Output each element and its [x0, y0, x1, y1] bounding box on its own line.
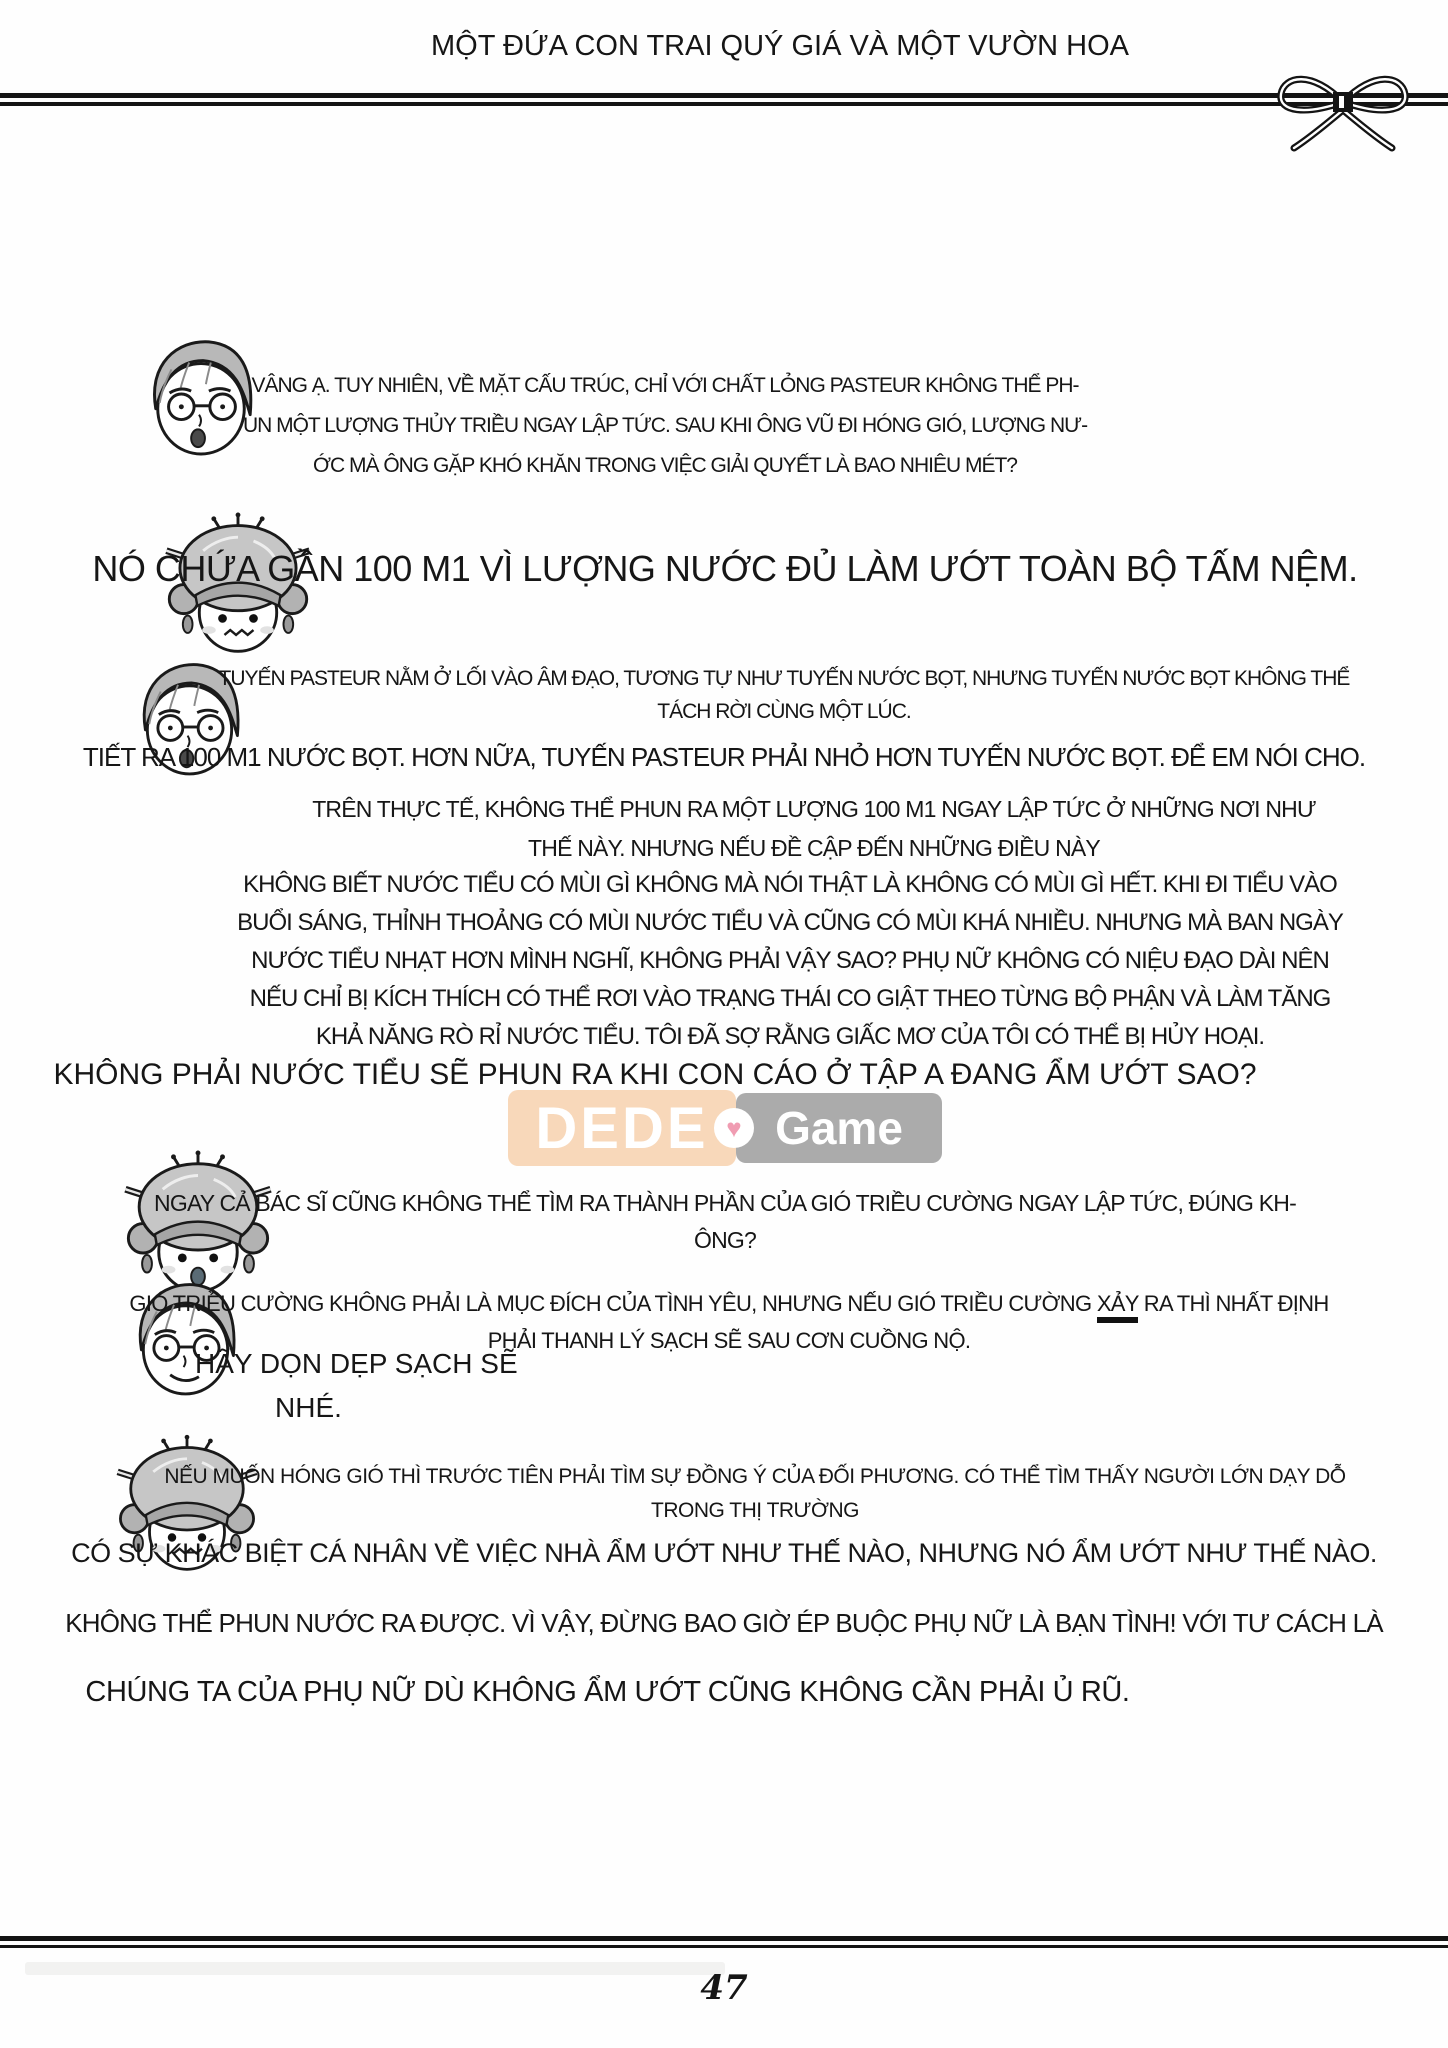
watermark-dede: DEDE	[508, 1090, 736, 1166]
dialog-block	[25, 548, 1425, 590]
dialog-line: CÓ SỰ KHÁC BIỆT CÁ NHÂN VỀ VIỆC NHÀ ẨM ƯỚT NHƯ THẾ NÀO, NHƯNG NÓ ẨM ƯỚT NHƯ THẾ NÀO.	[71, 1538, 1377, 1568]
dialog-line: KHÔNG BIẾT NƯỚC TIỂU CÓ MÙI GÌ KHÔNG MÀ NÓI THẬT LÀ KHÔNG CÓ MÙI GÌ HẾT. KHI ĐI TIỂU VÀO	[243, 871, 1337, 898]
dialog-line	[74, 1285, 1384, 1322]
dialog-line: UN MỘT LƯỢNG THỦY TRIỀU NGAY LẬP TỨC. SAU KHI ÔNG VŨ ĐI HÓNG GIÓ, LƯỢNG NƯ-	[242, 414, 1088, 437]
footer-divider	[0, 1936, 1448, 1948]
dialog-line: NẾU CHỈ BỊ KÍCH THÍCH CÓ THỂ RƠI VÀO TRẠNG THÁI CO GIẬT THEO TỪNG BỘ PHẬN VÀ LÀM TĂNG	[249, 985, 1331, 1012]
header-divider	[0, 93, 1448, 106]
dialog-line: KHẢ NĂNG RÒ RỈ NƯỚC TIỂU. TÔI ĐÃ SỢ RẰNG GIẤC MƠ CỦA TÔI CÓ THỂ BỊ HỦY HOẠI.	[315, 1023, 1265, 1050]
dialog-block	[0, 1608, 1448, 1639]
dialog-block	[185, 366, 1145, 486]
dialog-line: CHÚNG TA CỦA PHỤ NỮ DÙ KHÔNG ẨM ƯỚT CŨNG KHÔNG CẦN PHẢI Ủ RŨ.	[85, 1676, 1130, 1708]
dialog-line: TIẾT RA 100 M1 NƯỚC BỌT. HƠN NỮA, TUYẾN PASTEUR PHẢI NHỎ HƠN TUYẾN NƯỚC BỌT. ĐỂ EM NÓI CHO.	[82, 742, 1366, 772]
dialog-line: HÃY DỌN DẸP SẠCH SẼ	[195, 1348, 518, 1379]
watermark	[508, 1090, 942, 1168]
dialog-line: VÂNG Ạ. TUY NHIÊN, VỀ MẶT CẤU TRÚC, CHỈ VỚI CHẤT LỎNG PASTEUR KHÔNG THỂ PH-	[251, 374, 1079, 397]
heart-icon	[714, 1108, 754, 1148]
dialog-line: ÔNG?	[694, 1227, 756, 1253]
dialog-block	[80, 1185, 1370, 1259]
dialog-line: NGAY CẢ BÁC SĨ CŨNG KHÔNG THỂ TÌM RA THÀNH PHẦN CỦA GIÓ TRIỀU CƯỜNG NGAY LẬP TỨC, ĐÚNG KH-	[154, 1190, 1296, 1216]
dialog-block	[0, 1538, 1448, 1569]
page-title: MỘT ĐỨA CON TRAI QUÝ GIÁ VÀ MỘT VƯỜN HOA	[431, 30, 1129, 62]
dialog-block	[180, 790, 1448, 868]
dialog-line: PHẢI THANH LÝ SẠCH SẼ SAU CƠN CUỒNG NỘ.	[487, 1328, 971, 1353]
ribbon-bow-icon	[1268, 52, 1418, 152]
heart-glyph: ♥	[726, 1113, 742, 1143]
dialog-line: NHÉ.	[275, 1392, 342, 1423]
dialog-block	[0, 1676, 1215, 1709]
dialog-block	[120, 662, 1448, 728]
page-number: 47	[700, 1968, 748, 2008]
dialog-line: BUỔI SÁNG, THỈNH THOẢNG CÓ MÙI NƯỚC TIỂU VÀ CŨNG CÓ MÙI KHÁ NHIỀU. NHƯNG MÀ BAN NGÀY	[237, 909, 1343, 936]
dialog-block	[195, 1342, 535, 1430]
dialog-line: THẾ NÀY. NHƯNG NẾU ĐỀ CẬP ĐẾN NHỮNG ĐIỀU NÀY	[528, 835, 1100, 861]
dialog-line: NƯỚC TIỂU NHẠT HƠN MÌNH NGHĨ, KHÔNG PHẢI VẬY SAO? PHỤ NỮ KHÔNG CÓ NIỆU ĐẠO DÀI NÊN	[251, 947, 1329, 974]
dialog-line: KHÔNG PHẢI NƯỚC TIỂU SẼ PHUN RA KHI CON CÁO Ở TẬP A ĐANG ẨM ƯỚT SAO?	[53, 1058, 1257, 1091]
dialog-line: TRÊN THỰC TẾ, KHÔNG THỂ PHUN RA MỘT LƯỢNG 100 M1 NGAY LẬP TỨC Ở NHỮNG NƠI NHƯ	[312, 796, 1316, 822]
dialog-block	[0, 742, 1448, 773]
dialog-line: KHÔNG THỂ PHUN NƯỚC RA ĐƯỢC. VÌ VẬY, ĐỪNG BAO GIỜ ÉP BUỘC PHỤ NỮ LÀ BẠN TÌNH! VỚI TƯ CÁCH LÀ	[65, 1608, 1383, 1638]
dialog-line: TRONG THỊ TRƯỜNG	[651, 1499, 859, 1522]
dialog-line: TUYẾN PASTEUR NẰM Ở LỐI VÀO ÂM ĐẠO, TƯƠNG TỰ NHƯ TUYẾN NƯỚC BỌT, NHƯNG TUYẾN NƯỚC BỌT KHÔNG THỂ	[218, 667, 1350, 690]
watermark-game: Game	[736, 1093, 942, 1163]
dialog-line: NẾU MUỐN HÓNG GIÓ THÌ TRƯỚC TIÊN PHẢI TÌM SỰ ĐỒNG Ý CỦA ĐỐI PHƯƠNG. CÓ THỂ TÌM THẤY NGƯỜI LỚN DẠY DỖ	[164, 1465, 1346, 1488]
dialog-line: ỚC MÀ ÔNG GẶP KHÓ KHĂN TRONG VIỆC GIẢI QUYẾT LÀ BAO NHIÊU MÉT?	[313, 454, 1017, 477]
dialog-block	[5, 1058, 1305, 1092]
dialog-line: NÓ CHỨA GẦN 100 M1 VÌ LƯỢNG NƯỚC ĐỦ LÀM ƯỚT TOÀN BỘ TẤM NỆM.	[92, 548, 1358, 589]
underlined-word: XẢY	[1097, 1291, 1139, 1323]
dialog-text: RA THÌ NHẤT ĐỊNH	[1138, 1291, 1329, 1316]
dialog-line: TÁCH RỜI CÙNG MỘT LÚC.	[657, 700, 911, 723]
dialog-block	[130, 866, 1448, 1056]
dialog-block	[110, 1460, 1400, 1528]
dialog-text: GIÓ TRIỀU CƯỜNG KHÔNG PHẢI LÀ MỤC ĐÍCH CỦA TÌNH YÊU, NHƯNG NẾU GIÓ TRIỀU CƯỜNG	[129, 1291, 1097, 1316]
